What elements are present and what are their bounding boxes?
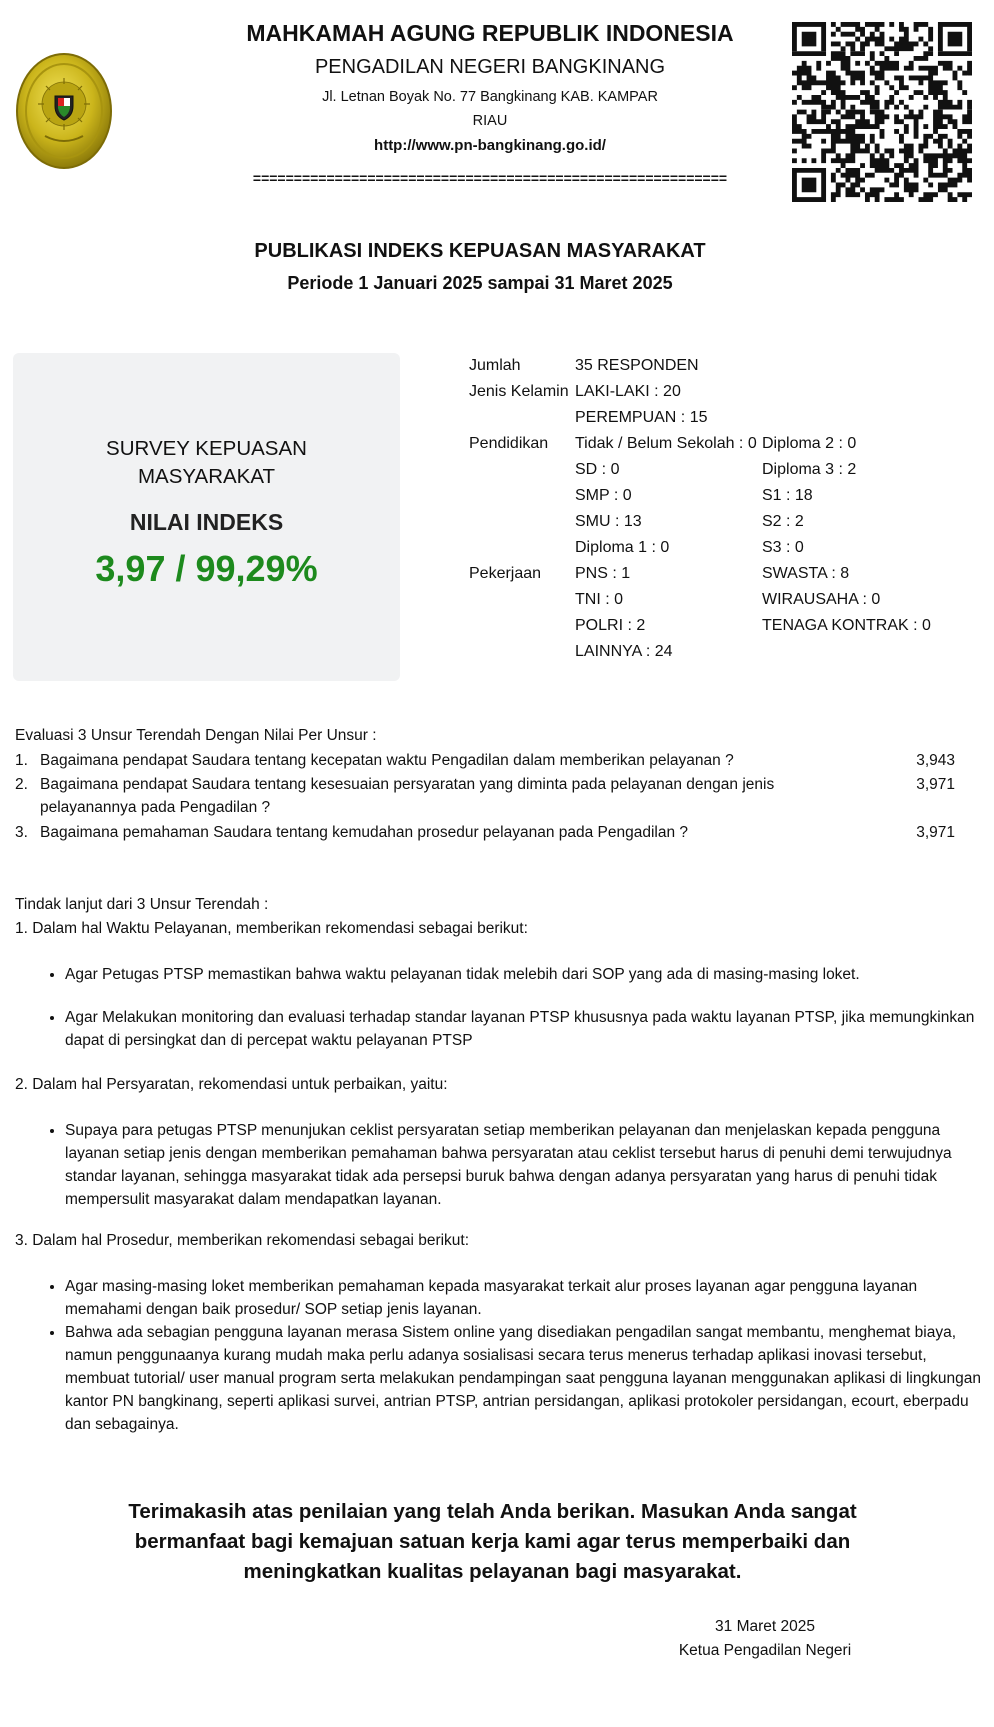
step-2-bullets [40,1119,993,1211]
job-item: PNS : 1 [575,565,631,582]
eval-score: 3,943 [916,752,955,769]
gender-male: LAKI-LAKI : 20 [575,383,681,400]
gender-female: PEREMPUAN : 15 [575,409,708,426]
step-3-bullets [40,1275,993,1436]
list-item: • Agar Petugas PTSP memastikan bahwa waktu pelayanan tidak melebih dari SOP yang ada di masing-masing loket. [65,963,993,986]
education-item: S1 : 18 [762,487,813,504]
total-value: 35 RESPONDEN [575,357,699,374]
eval-number: 2. [15,776,28,793]
publication-title: PUBLIKASI INDEKS KEPUASAN MASYARAKAT [254,240,706,262]
signature-role: Ketua Pengadilan Negeri [678,1642,852,1659]
education-item: S3 : 0 [762,539,804,556]
education-item: SMU : 13 [575,513,642,530]
eval-question: Bagaimana pendapat Saudara tentang kesesuaian persyaratan yang diminta pada pelayanan dengan jenis pelayanannya pada Pengadilan ? [40,776,775,816]
signature-date: 31 Maret 2025 [715,1618,815,1635]
job-item: LAINNYA : 24 [575,643,673,660]
job-item: POLRI : 2 [575,617,646,634]
index-label: NILAI INDEKS [129,509,284,535]
education-item: SD : 0 [575,461,620,478]
closing-thanks: Terimakasih atas penilaian yang telah Anda berikan. Masukan Anda sangat bermanfaat bagi kemajuan satuan kerja kami agar terus memperbaiki dan meningkatkan kualitas pelayanan bagi masyarakat. [128,1500,857,1583]
org-region: RIAU [472,113,508,129]
list-item: • Agar masing-masing loket memberikan pemahaman kepada masyarakat terkait alur proses layanan agar pengguna layanan memahami dengan baik prosedur/ SOP setiap jenis layanan. [65,1275,993,1321]
publication-period: Periode 1 Januari 2025 sampai 31 Maret 2025 [287,273,673,293]
job-item: TENAGA KONTRAK : 0 [762,617,931,634]
step-1-bullets [40,963,993,1052]
job-label: Pekerjaan [469,565,542,582]
education-item: Tidak / Belum Sekolah : 0 [575,435,757,452]
gender-label: Jenis Kelamin [469,383,569,400]
job-item: SWASTA : 8 [762,565,850,582]
org-address: Jl. Letnan Boyak No. 77 Bangkinang KAB. KAMPAR [322,89,658,105]
survey-label-line2: MASYARAKAT [137,465,276,488]
survey-label [13,435,400,491]
follow-up-step-3: 3. Dalam hal Prosedur, memberikan rekomendasi sebagai berikut: [15,1232,470,1249]
mahkamah-agung-logo-icon [15,52,113,170]
list-item: • Supaya para petugas PTSP menunjukan ceklist persyaratan setiap memberikan pelayanan dan menjelaskan kepada pengguna layanan setiap jenis dengan memberikan pemahaman bahwa persyaratan atau ceklist tersebut harus di penuhi demi terwujudnya standar layanan, sehingga masyarakat tidak ada persepsi buruk bahwa dengan adanya persyaratan yang harus di penuhi tidak mempersulit masyarakat dalam mendapatkan layanan. [65,1119,993,1211]
eval-question: Bagaimana pendapat Saudara tentang kecepatan waktu Pengadilan dalam memberikan pelayanan ? [40,752,734,769]
eval-score: 3,971 [916,824,955,841]
education-item: Diploma 3 : 2 [762,461,857,478]
follow-up-step-1: 1. Dalam hal Waktu Pelayanan, memberikan rekomendasi sebagai berikut: [15,920,528,937]
eval-question: Bagaimana pemahaman Saudara tentang kemudahan prosedur pelayanan pada Pengadilan ? [40,824,689,841]
org-title: MAHKAMAH AGUNG REPUBLIK INDONESIA [246,20,734,46]
job-item: TNI : 0 [575,591,624,608]
evaluation-title: Evaluasi 3 Unsur Terendah Dengan Nilai Per Unsur : [15,727,377,744]
org-url-link[interactable]: http://www.pn-bangkinang.go.id/ [374,137,606,154]
eval-number: 1. [15,752,28,769]
follow-up-step-2: 2. Dalam hal Persyaratan, rekomendasi untuk perbaikan, yaitu: [15,1076,448,1093]
education-item: Diploma 2 : 0 [762,435,857,452]
total-label: Jumlah [469,357,521,374]
job-item: WIRAUSAHA : 0 [762,591,881,608]
index-card [13,353,400,681]
list-item: • Agar Melakukan monitoring dan evaluasi terhadap standar layanan PTSP khususnya pada waktu layanan PTSP, jika memungkinkan dapat di persingkat dan di percepat waktu pelayanan PTSP [65,1006,993,1052]
list-item: • Bahwa ada sebagian pengguna layanan merasa Sistem online yang disediakan pengadilan sangat membantu, menghemat biaya, namun penggunaanya kurang mudah maka perlu adanya sosialisasi secara terus menerus terhadap aplikasi inovasi tersebut, membuat tutorial/ user manual program serta melakukan pendampingan saat pengguna layanan menggunakan aplikasi di lingkungan kantor PN bangkinang, seperti aplikasi survei, antrian PTSP, antrian persidangan, aplikasi protokoler persidangan, ecourt, eberpadu dan sebagainya. [65,1321,993,1436]
education-item: Diploma 1 : 0 [575,539,670,556]
index-value: 3,97 / 99,29% [95,548,318,589]
education-label: Pendidikan [469,435,549,452]
education-item: S2 : 2 [762,513,804,530]
eval-score: 3,971 [916,776,955,793]
eval-number: 3. [15,824,28,841]
education-item: SMP : 0 [575,487,632,504]
header-rule: ========================================================== [252,170,728,186]
follow-up-title: Tindak lanjut dari 3 Unsur Terendah : [15,896,269,913]
org-subtitle: PENGADILAN NEGERI BANGKINANG [314,56,666,78]
survey-label-line1: SURVEY KEPUASAN [106,437,307,460]
